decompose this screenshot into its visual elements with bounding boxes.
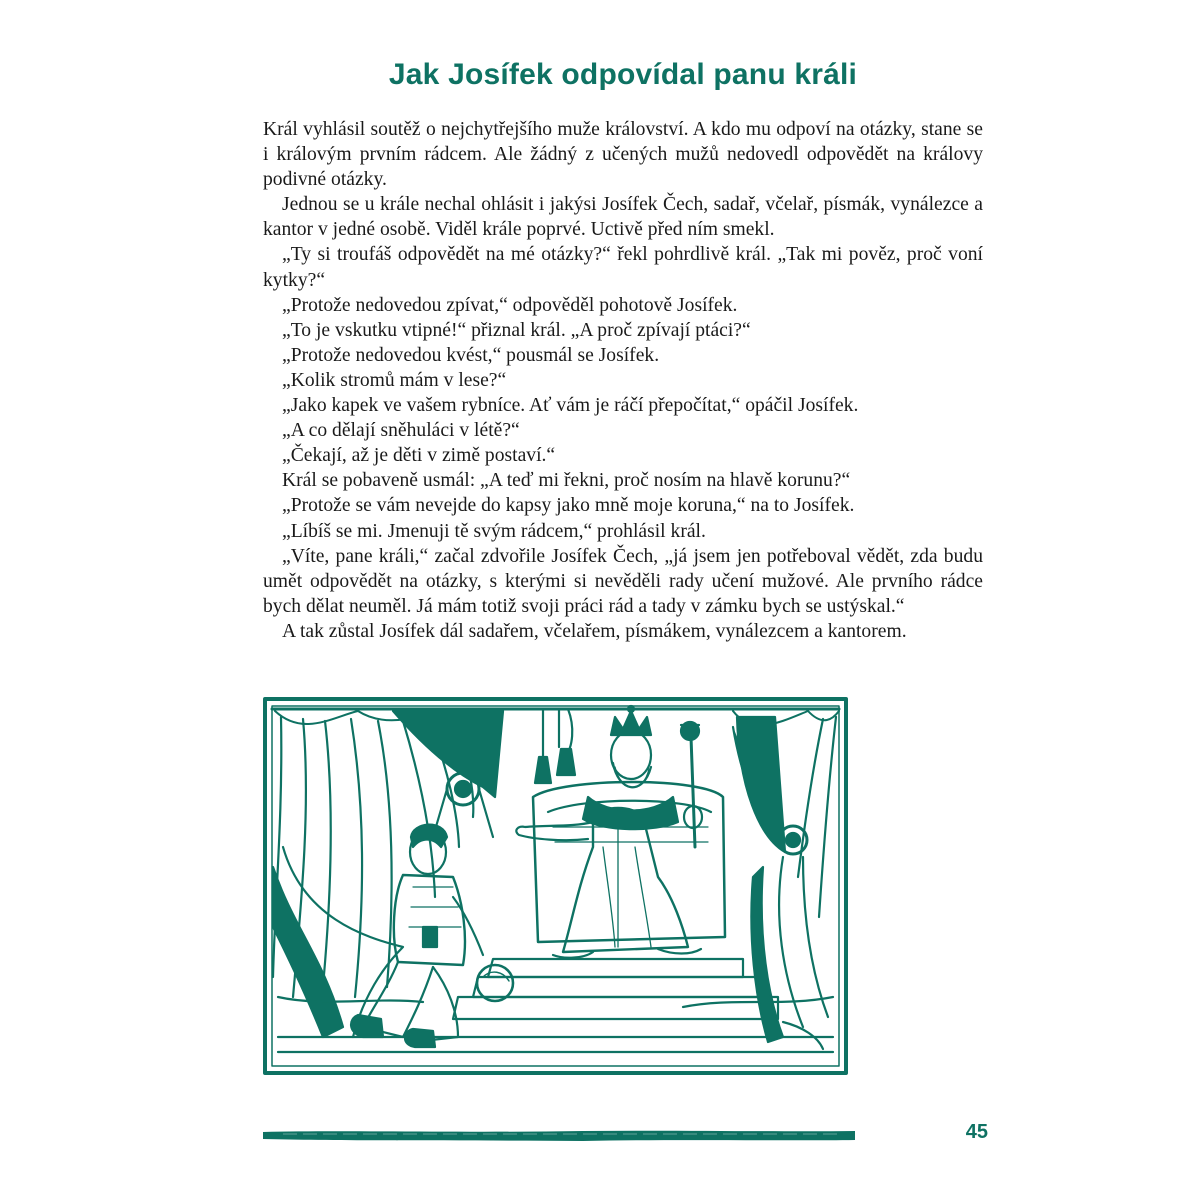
story-text [263,117,983,644]
paragraph: Král vyhlásil soutěž o nejchytřejšího muže království. A kdo mu odpoví na otázky, stane se i královým prvním rádcem. Ale žádný z učených mužů nedovedl odpovědět na královy podivné otázky. [263,119,983,191]
paragraph: „A co dělají sněhuláci v létě?“ [282,420,520,442]
paragraph: „Kolik stromů mám v lese?“ [282,369,507,391]
paragraph: „To je vskutku vtipné!“ přiznal král. „A proč zpívají ptáci?“ [282,319,751,341]
paragraph: Jednou se u krále nechal ohlásit i jakýsi Josífek Čech, sadař, včelař, písmák, vynálezce a kantor v jedné osobě. Viděl krále poprvé. Uctivě před ním smekl. [263,194,983,241]
paragraph: „Ty si troufáš odpovědět na mé otázky?“ řekl pohrdlivě král. „Tak mi pověz, proč voní kytky?“ [263,244,983,291]
king-throne-illustration [263,697,848,1075]
paragraph: „Víte, pane králi,“ začal zdvořile Josífek Čech, „já jsem jen potřeboval vědět, zda budu umět odpovědět na otázky, s kterými si nevěděli rady učení mužové. Ale prvního rádce bych dělat neuměl. Já mám totiž svoji práci rád a tady v zámku bych se ustýskal.“ [263,545,983,617]
page-title: Jak Josífek odpovídal panu králi [388,58,858,91]
page-number: 45 [965,1121,988,1143]
brush-stroke-divider [263,1128,855,1143]
paragraph: Král se pobaveně usmál: „A teď mi řekni, proč nosím na hlavě korunu?“ [282,470,851,492]
paragraph: „Protože nedovedou kvést,“ pousmál se Josífek. [282,344,660,366]
paragraph: A tak zůstal Josífek dál sadařem, včelařem, písmákem, vynálezcem a kantorem. [282,620,907,642]
paragraph: „Protože se vám nevejde do kapsy jako mně moje koruna,“ na to Josífek. [282,495,855,517]
paragraph: „Čekají, až je děti v zimě postaví.“ [282,445,556,467]
story-illustration [263,697,848,1075]
paragraph: „Jako kapek ve vašem rybníce. Ať vám je ráčí přepočítat,“ opáčil Josífek. [282,395,859,417]
paragraph: „Líbíš se mi. Jmenuji tě svým rádcem,“ prohlásil král. [282,520,706,542]
paragraph: „Protože nedovedou zpívat,“ odpověděl pohotově Josífek. [282,294,738,316]
footer-rule [263,1128,855,1143]
